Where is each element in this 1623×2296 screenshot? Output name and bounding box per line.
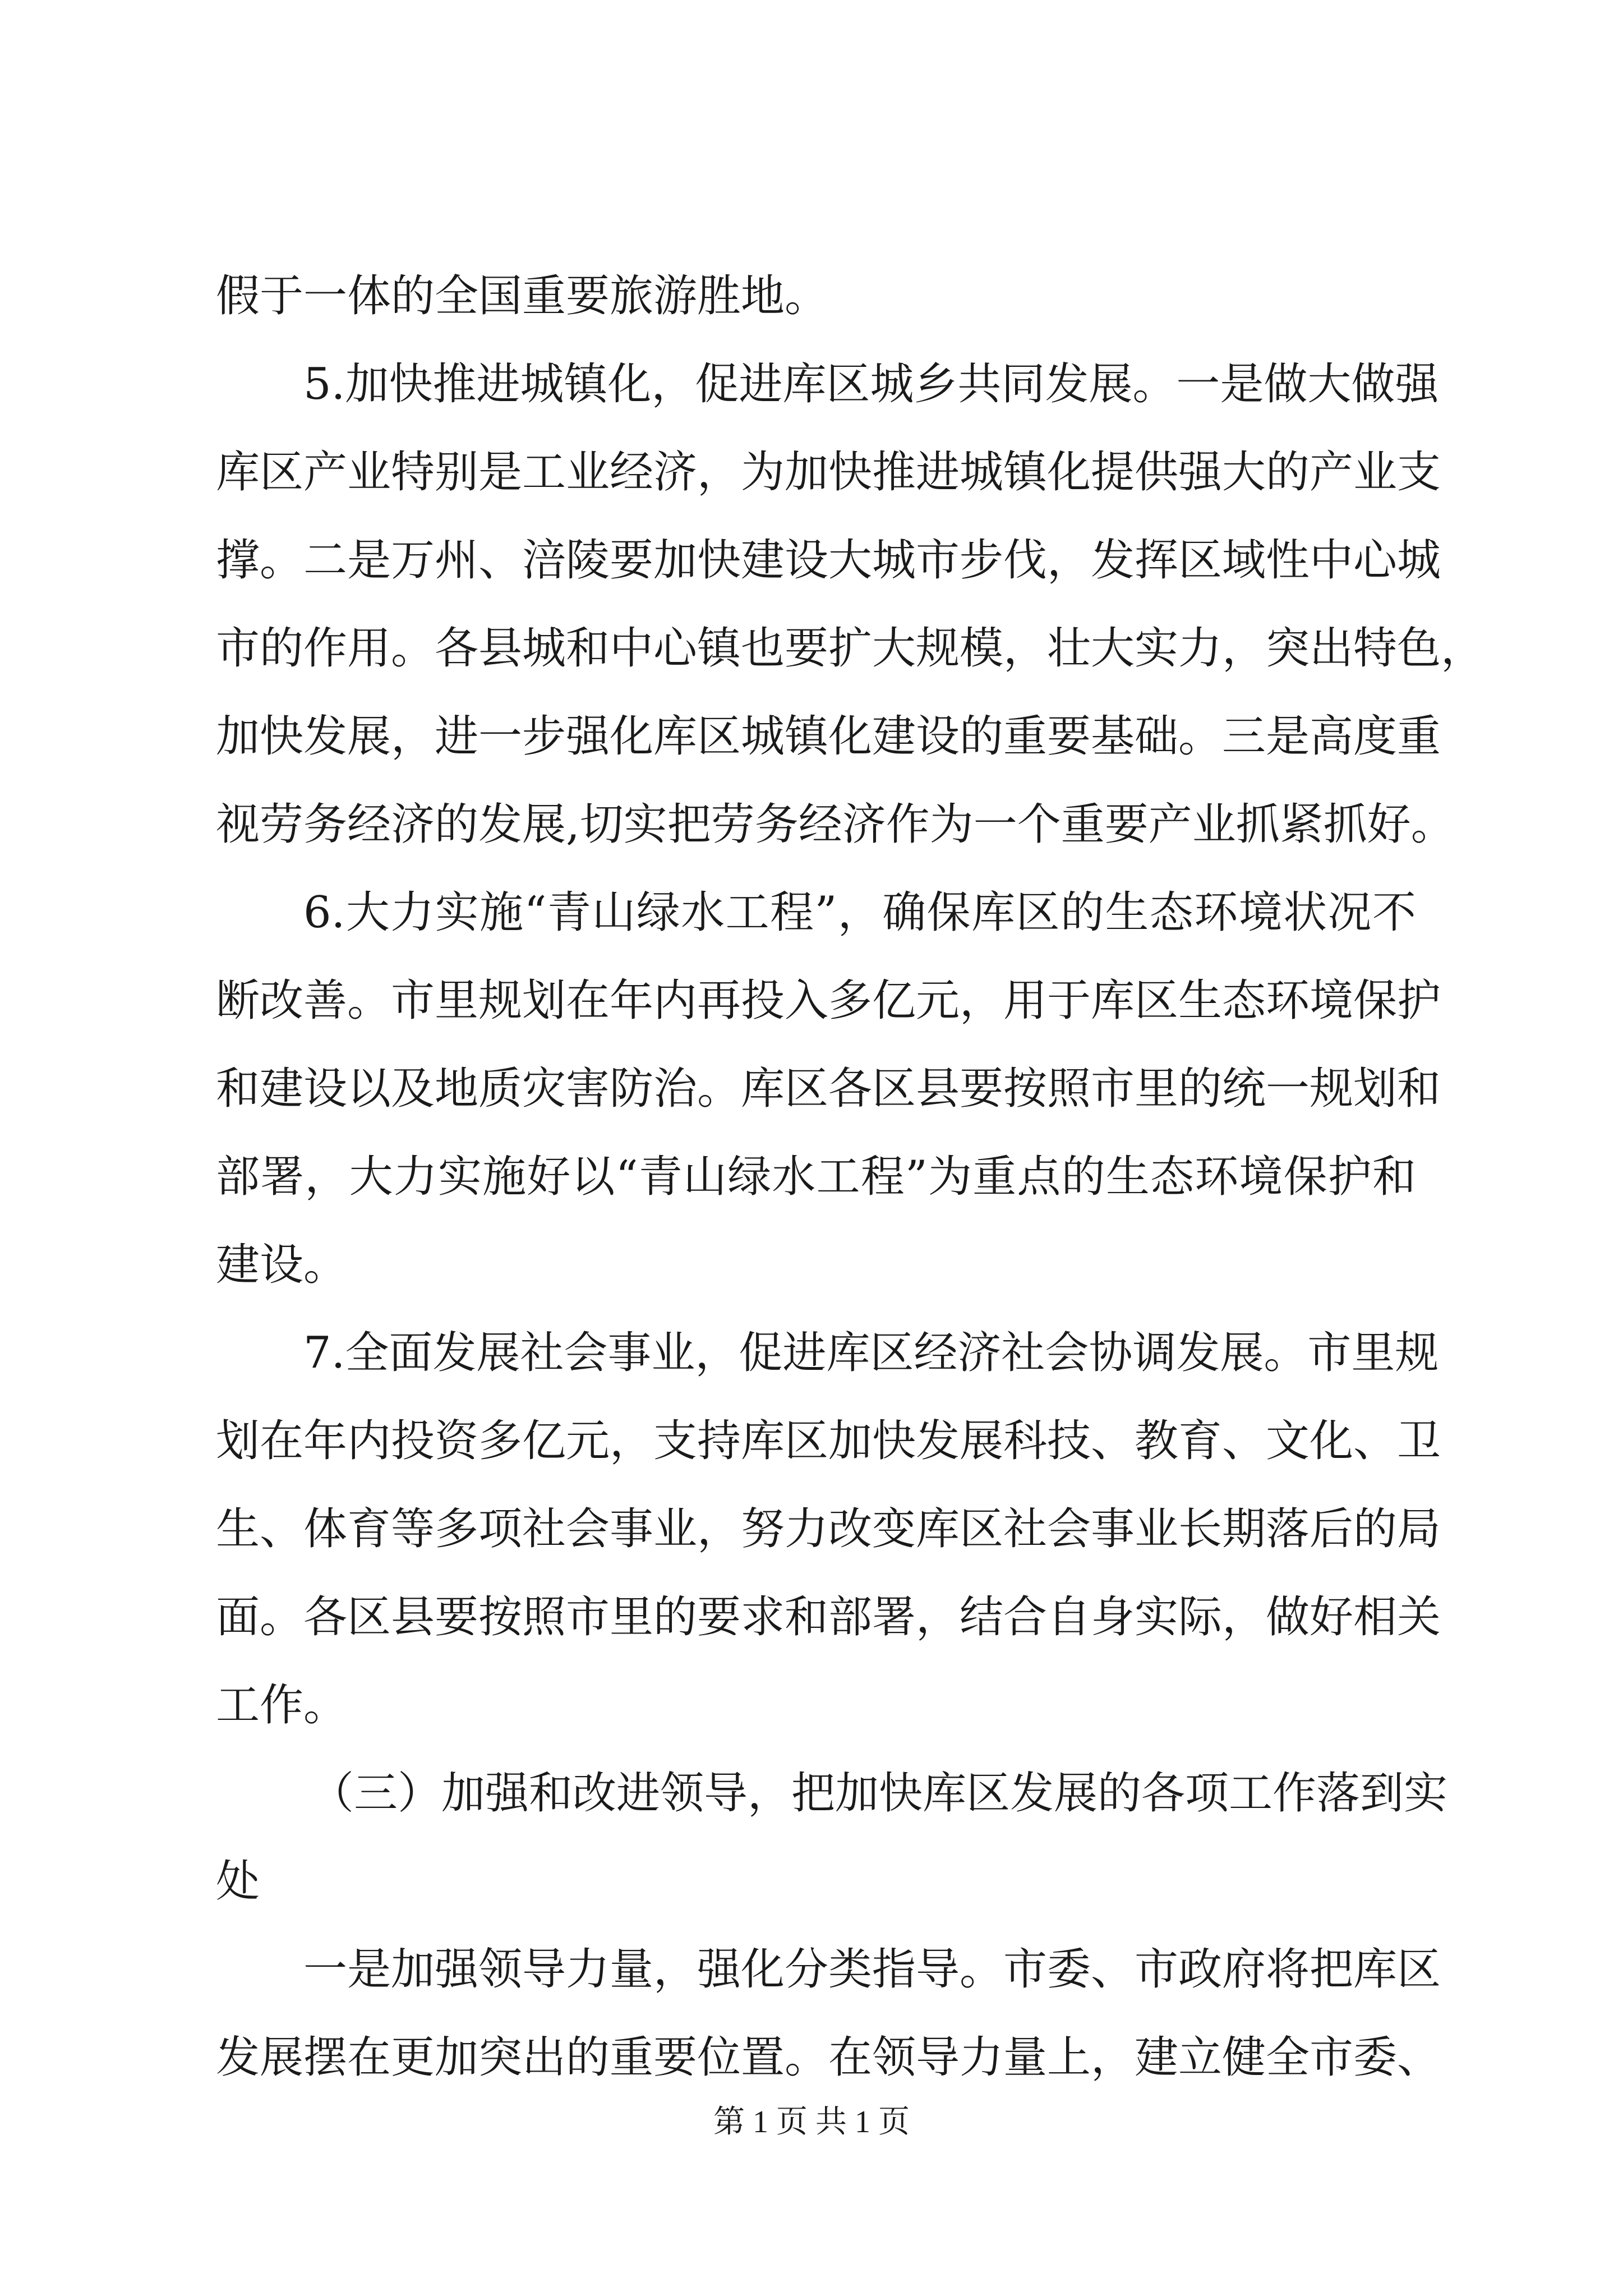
text-span: 库区产业特别是工业经济，为加快推进城镇化提供强大的产业支 [216,447,1441,498]
text-line [216,798,1455,886]
text-span: 假于一体的全国重要旅游胜地。 [216,271,829,321]
text-span: 和建设以及地质灾害防治。库区各区县要按照市里的统一规划和 [216,1064,1441,1114]
text-span: 市的作用。各县城和中心镇也要扩大规模，壮大实力，突出特色， [216,623,1485,674]
text-line [216,710,1441,798]
text-line [216,1062,1441,1150]
text-span: 划在年内投资多亿元，支持库区加快发展科技、教育、文化、卫 [216,1416,1441,1466]
text-span: 工作。 [216,1680,348,1731]
text-span: 5.加快推进城镇化，促进库区城乡共同发展。一是做大做强 [303,359,1439,409]
text-span: 生、体育等多项社会事业，努力改变库区社会事业长期落后的局 [216,1504,1441,1554]
text-line [216,533,1441,622]
paragraph-start [216,1943,1441,2031]
paragraph-heading-6 [216,886,1416,974]
paragraph-heading-5 [216,357,1439,445]
text-span: 部署，大力实施好以“青山绿水工程”为重点的生态环境保护和 [216,1152,1416,1202]
section-heading-3 [216,1766,1448,1855]
text-span: 处 [216,1856,260,1907]
text-span: 建设。 [216,1240,348,1290]
text-line [216,269,1416,357]
text-span: （三）加强和改进领导，把加快库区发展的各项工作落到实 [310,1768,1448,1819]
text-line [216,622,1485,710]
text-span: 发展摆在更加突出的重要位置。在领导力量上，建立健全市委、 [216,2032,1441,2083]
text-line [216,1502,1441,1590]
text-line [216,1590,1441,1678]
document-body [216,269,1485,2119]
text-span: 7.全面发展社会事业，促进库区经济社会协调发展。市里规 [303,1328,1439,1378]
text-span: 视劳务经济的发展,切实把劳务经济作为一个重要产业抓紧抓好。 [216,799,1455,850]
text-line [216,1855,1416,1943]
paragraph-heading-7 [216,1326,1439,1414]
text-line [216,1414,1441,1502]
text-span: 一是加强领导力量，强化分类指导。市委、市政府将把库区 [303,1944,1441,1995]
text-line [216,445,1441,533]
text-span: 6.大力实施“青山绿水工程”，确保库区的生态环境状况不 [303,887,1416,938]
text-span: 撑。二是万州、涪陵要加快建设大城市步伐，发挥区域性中心城 [216,535,1441,586]
text-line [216,974,1441,1062]
text-span: 断改善。市里规划在年内再投入多亿元，用于库区生态环境保护 [216,976,1441,1026]
text-span: 面。各区县要按照市里的要求和部署，结合自身实际，做好相关 [216,1592,1441,1642]
text-line [216,1238,1416,1326]
text-line [216,1150,1416,1238]
text-line [216,1678,1416,1766]
page-number-footer: 第 1 页 共 1 页 [713,2105,910,2139]
text-span: 加快发展，进一步强化库区城镇化建设的重要基础。三是高度重 [216,711,1441,762]
